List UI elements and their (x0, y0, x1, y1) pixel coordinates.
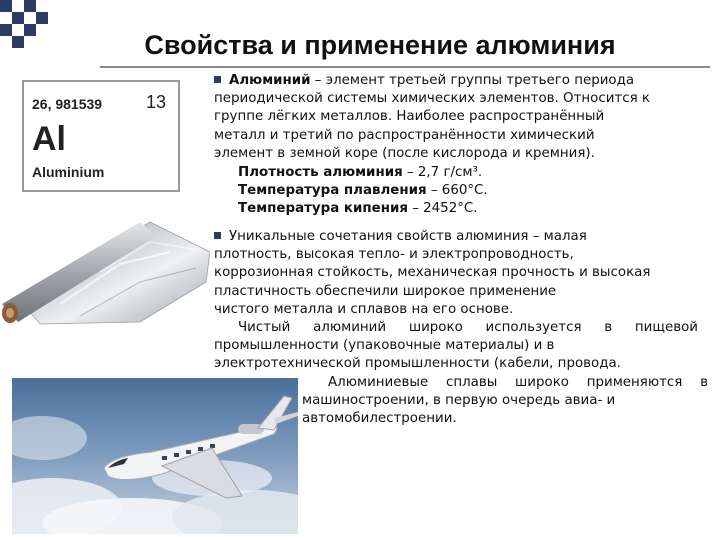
element-card (22, 80, 180, 192)
bullet-icon (214, 232, 221, 239)
paragraph-properties: Уникальные сочетания свойств алюминия – малая плотность, высокая тепло- и электропроводность, коррозионная стойкость, механическая прочность и высокая пластичность обеспечили широкое применение чистого металла и сплавов на его основе. (214, 229, 651, 317)
decorative-squares (0, 0, 54, 54)
property-density: Плотность алюминия – 2,7 г/см³. (238, 165, 483, 180)
airplane-image (12, 378, 298, 534)
term-aluminium: Алюминий (229, 73, 311, 88)
properties-list (238, 164, 488, 219)
atomic-mass: 26, 981539 (32, 96, 103, 112)
bullet-icon (214, 76, 221, 83)
element-name: Aluminium (32, 164, 105, 180)
aluminium-foil-image (0, 212, 210, 330)
atomic-number: 13 (145, 92, 166, 112)
paragraph-aluminium-intro: Алюминий – элемент третьей группы третьего периода периодической системы химических элементов. Относится к группе лёгких металлов. Наиболее распространённый металл и третий по распространённости химический элемент в земной коре (после кислорода и кремния). (214, 73, 650, 161)
element-symbol: Al (32, 120, 66, 158)
paragraph-pure-aluminium: Чистый алюминий широко используется в пищевой промышленности (упаковочные материалы) и в электротехнической промышленности (кабели, провода. (214, 320, 698, 372)
slide-title: Свойства и применение алюминия (144, 30, 616, 60)
property-melting: Температура плавления – 660°С. (238, 183, 488, 199)
title-divider (100, 66, 710, 68)
property-boiling: Температура кипения – 2452°С. (238, 201, 478, 217)
paragraph-alloys: Алюминиевые сплавы широко применяются в машиностроении, в первую очередь авиа- и автомобилестроении. (302, 375, 708, 427)
